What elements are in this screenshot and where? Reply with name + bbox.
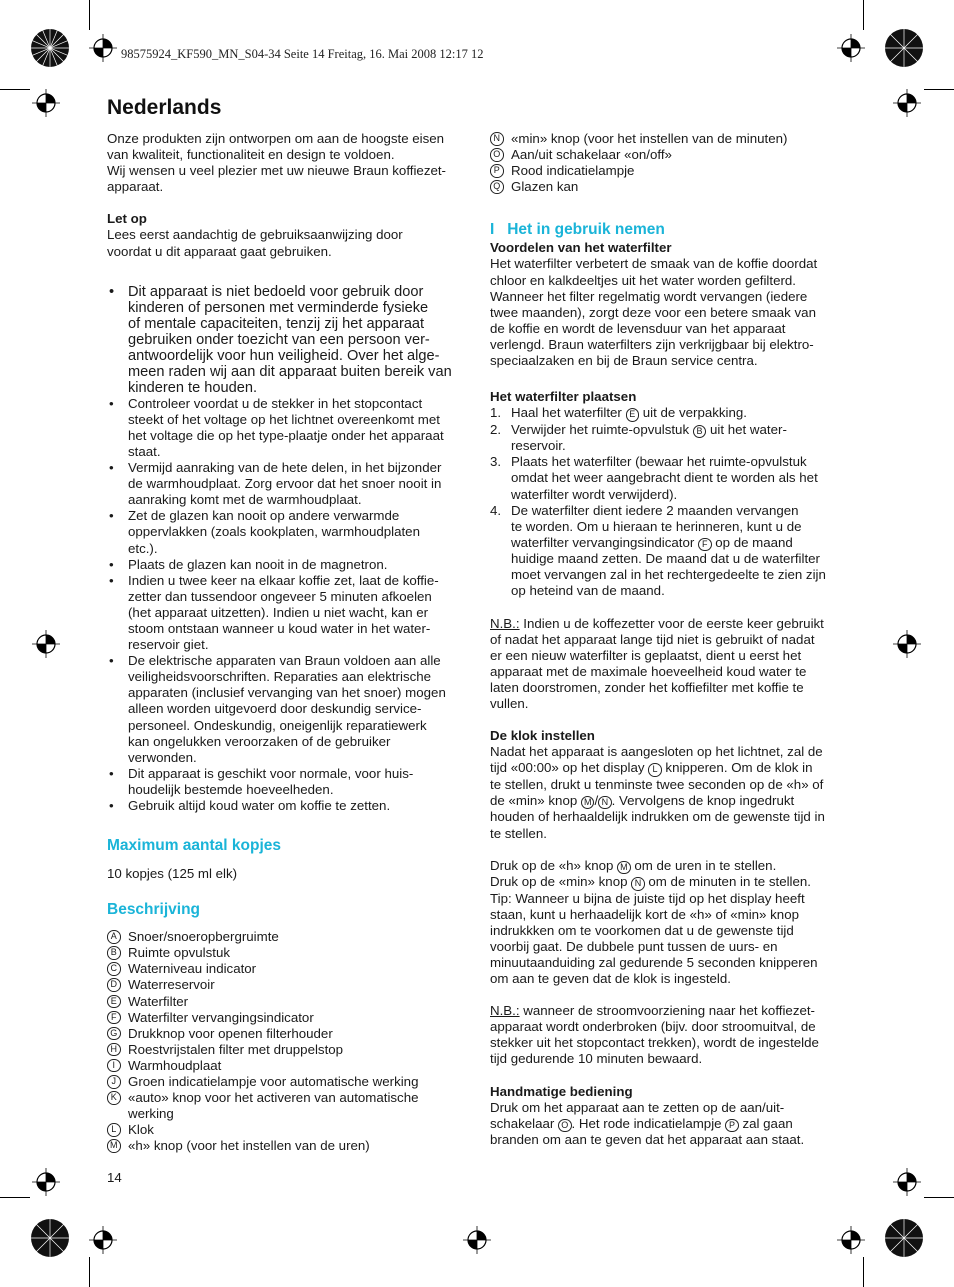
part-letter-icon: E: [107, 995, 121, 1009]
registration-target-icon: [32, 1168, 60, 1196]
part-item: [107, 1138, 467, 1154]
intro-line: Wij wensen u veel plezier met uw nieuwe Braun koffiezet-: [107, 163, 446, 179]
registration-starburst-icon: [30, 1218, 70, 1258]
part-label: Waterniveau indicator: [128, 961, 257, 977]
part-label: Waterfilter vervangingsindicator: [128, 1009, 314, 1025]
numbered-step: 1. Haal het waterfilter E uit de verpakking.: [490, 405, 747, 421]
registration-target-icon: [32, 89, 60, 117]
section-heading-getting-started: I Het in gebruik nemen: [490, 221, 665, 239]
file-slug: 98575924_KF590_MN_S04-34 Seite 14 Freitag, 16. Mai 2008 12:17 12: [121, 47, 484, 61]
bullet-item: • Indien u twee keer na elkaar koffie zet, laat de koffie- zetter dan tussendoor ongeveer 5 minuten afkoelen (het apparaat uitzetten). Indien u niet wacht, kan er stoom ontstaan wanneer u koud water in het water- reservoir giet.: [107, 573, 467, 653]
part-label: Waterreservoir: [128, 977, 215, 993]
nb-label: N.B.:: [490, 615, 520, 631]
numbered-step: 3. Plaats het waterfilter (bewaar het ruimte-opvulstuk omdat het weer aangebracht dient te worden als het waterfilter wordt verwijderd).: [490, 454, 818, 502]
bullet-item: • Plaats de glazen kan nooit in de magnetron.: [107, 557, 467, 573]
part-label: Rood indicatielampje: [511, 163, 635, 179]
part-letter-icon: H: [107, 1043, 121, 1057]
part-item: [107, 1010, 467, 1026]
crop-mark: [863, 0, 864, 30]
part-letter-icon: B: [693, 425, 707, 439]
part-letter-icon: C: [107, 962, 121, 976]
bullet-item: • Dit apparaat is niet bedoeld voor gebruik door kinderen of personen met verminderde fysieke of mentale capaciteiten, tenzij zij het apparaat gebruiken onder toezicht van een persoon ver- antwoordelijk voor hun veiligheid. Over het alge- meen raden wij aan dit apparaat buiten bereik van kinderen te houden.: [107, 284, 467, 396]
registration-starburst-icon: [884, 28, 924, 68]
part-item: [107, 1090, 467, 1122]
part-letter-icon: N: [490, 132, 504, 146]
part-letter-icon: J: [107, 1075, 121, 1089]
part-label: «h» knop (voor het instellen van de uren): [128, 1138, 370, 1154]
crop-mark: [89, 1257, 90, 1287]
part-letter-icon: Q: [490, 180, 504, 194]
part-item: [107, 929, 467, 945]
crop-mark: [89, 0, 90, 30]
crop-mark: [863, 1257, 864, 1287]
part-item: [107, 1122, 467, 1138]
bullet-item: • De elektrische apparaten van Braun voldoen aan alle veiligheidsvoorschriften. Reparaties aan elektrische apparaten (inclusief vervanging van het snoer) mogen alleen worden uitgevoerd door deskundig service- personeel. Ondeskundig, oneigenlijk reparatiewerk kan ongelukken veroorzaken of de gebruiker verwonden.: [107, 653, 467, 766]
registration-target-icon: [893, 1168, 921, 1196]
registration-target-icon: [463, 1226, 491, 1254]
part-item: [490, 179, 850, 195]
parts-list: [107, 929, 467, 1154]
part-letter-icon: F: [107, 1011, 121, 1025]
registration-starburst-icon: [30, 28, 70, 68]
part-letter-icon: F: [698, 538, 712, 552]
part-letter-icon: P: [490, 164, 504, 178]
part-item: [107, 945, 467, 961]
section-heading-max-cups: Maximum aantal kopjes: [107, 837, 282, 855]
part-item: [107, 1026, 467, 1042]
subheading-place-filter: Het waterfilter plaatsen: [490, 389, 637, 405]
part-letter-icon: M: [107, 1139, 121, 1153]
part-letter-icon: O: [558, 1119, 572, 1133]
section-heading-description: Beschrijving: [107, 901, 201, 919]
part-label: «auto» knop voor het activeren van automatische: [128, 1090, 419, 1106]
part-letter-icon: E: [626, 408, 640, 422]
part-letter-icon: D: [107, 978, 121, 992]
part-item: [490, 131, 850, 147]
part-item: [107, 977, 467, 993]
letop-heading: Let op: [107, 211, 147, 227]
subheading-filter-benefits: Voordelen van het waterfilter: [490, 240, 672, 256]
part-label: Aan/uit schakelaar «on/off»: [511, 147, 672, 163]
bullet-item: • Zet de glazen kan nooit op andere verwarmde oppervlakken (zoals kookplaten, warmhoudplaten etc.).: [107, 508, 467, 556]
registration-target-icon: [89, 1226, 117, 1254]
subheading-manual-operation: Handmatige bediening: [490, 1083, 633, 1099]
registration-target-icon: [32, 630, 60, 658]
part-item: [490, 147, 850, 163]
part-label: werking: [128, 1106, 174, 1122]
registration-target-icon: [893, 89, 921, 117]
bullet-item: • Dit apparaat is geschikt voor normale, voor huis- houdelijk bestemde hoeveelheden.: [107, 766, 467, 798]
bullet-item: • Controleer voordat u de stekker in het stopcontact steekt of het voltage op het lichtnet overeenkomt met het voltage die op het type-plaatje onder het apparaat staat.: [107, 396, 467, 460]
intro-line: van kwaliteit, functionaliteit en design te voldoen.: [107, 147, 395, 163]
page-title: Nederlands: [107, 96, 222, 119]
max-cups-text: 10 kopjes (125 ml elk): [107, 866, 238, 882]
part-letter-icon: I: [107, 1059, 121, 1073]
part-label: Glazen kan: [511, 179, 579, 195]
part-label: «min» knop (voor het instellen van de minuten): [511, 131, 788, 146]
crop-mark: [0, 89, 30, 90]
part-letter-icon: N: [631, 877, 645, 891]
part-label: Groen indicatielampje voor automatische werking: [128, 1074, 419, 1090]
part-label: Ruimte opvulstuk: [128, 945, 230, 961]
letop-line: Lees eerst aandachtig de gebruiksaanwijzing door: [107, 227, 403, 243]
registration-starburst-icon: [884, 1218, 924, 1258]
part-item: [107, 1058, 467, 1074]
part-label: Snoer/snoeropbergruimte: [128, 929, 279, 945]
crop-mark: [924, 1197, 954, 1198]
part-letter-icon: A: [107, 930, 121, 944]
crop-mark: [0, 1197, 30, 1198]
intro-line: Onze produkten zijn ontworpen om aan de hoogste eisen: [107, 131, 445, 146]
part-label: Warmhoudplaat: [128, 1057, 222, 1073]
registration-target-icon: [837, 34, 865, 62]
part-label: Drukknop voor openen filterhouder: [128, 1025, 333, 1041]
bullet-item: • Gebruik altijd koud water om koffie te zetten.: [107, 798, 467, 814]
subheading-set-clock: De klok instellen: [490, 728, 595, 744]
part-label: Waterfilter: [128, 993, 189, 1009]
numbered-step: 2. Verwijder het ruimte-opvulstuk B uit het water- reservoir.: [490, 421, 787, 454]
part-letter-icon: L: [107, 1123, 121, 1137]
part-letter-icon: N: [598, 796, 612, 810]
part-letter-icon: M: [617, 861, 631, 875]
part-item: [107, 961, 467, 977]
numbered-step: 4. De waterfilter dient iedere 2 maanden vervangen te worden. Om u hieraan te herinneren, kunt u de waterfilter vervangingsindicator F op de maand huidige maand zetten. De maand dat u de waterfilter moet vervangen zal in het rechtergedeelte te zien zijn op heteind van de maand.: [490, 502, 826, 599]
page-number: 14: [107, 1170, 122, 1185]
part-letter-icon: L: [648, 763, 662, 777]
left-column: [107, 131, 467, 1155]
crop-mark: [924, 89, 954, 90]
right-column: N «min» knop (voor het instellen van de minuten) O Aan/uit schakelaar «on/off» P Rood indicatielampje Q Glazen kan I Het in gebruik nemen Voordelen van het waterfilter Het waterfilter verbetert de smaak van de koffie doordat chloor en kalkdeeltjes uit het water worden gefilterd. Wanneer het filter regelmatig wordt vervangen (iedere twee maanden), zorgt deze voor een betere smaak van de koffie en wordt de levensduur van het apparaat verlengd. Braun waterfilters zijn verkrijgbaar bij elektro- speciaalzaken en bij de Braun service centra. Het waterfilter plaatsen 1. Haal het waterfilter E uit de verpakking. 2. Verwijder het ruimte-opvulstuk B uit het water- reservoir. 3. Plaats het waterfilter (bewaar het ruimte-opvulstuk omdat het weer aangebracht dient te worden als het waterfilter wordt verwijderd). 4. De waterfilter dient iedere 2 maanden vervangen te worden. Om u hieraan te herinneren, kunt u de waterfilter vervangingsindicator F op de maand huidige maand zetten. De maand dat u de waterfilter moet vervangen zal in het rechtergedeelte te zien zijn op heteind van de maand. N.B.: Indien u de koffezetter voor de eerste keer gebruikt of nadat het apparaat lange tijd niet is gebruikt of nadat er een nieuw waterfilter is geplaatst, dient u eerst het apparaat met de maximale hoeveelheid koud water te laten doorstromen, zonder het koffiefilter met koffie te vullen. De klok instellen Nadat het apparaat is aangesloten op het lichtnet, zal de tijd «00:00» op het display L knipperen. Om de klok in te stellen, drukt u tenminste twee seconden op de «h» of de «min» knop M / N . Vervolgens de knop ingedrukt houden of herhaaldelijk indrukken om de gewenste tijd in te stellen. Druk op de «h» knop M om de uren in te stellen. Druk op de «min» knop N om de minuten in te stellen. Tip: Wanneer u bijna de juiste tijd op het display heeft staan, kunt u herhaadelijk kort de «h» of «min» knop indrukkken om te voorkomen dat u de gewenste tijd voorbij gaat. De dubbele punt tussen de uurs- en minuutaanduiding zal gedurende 5 seconden knipperen om aan te geven dat de klok is ingesteld. N.B.: wanneer de stroomvoorziening naar het koffiezet- apparaat wordt onderbroken (bijv. door stroomuitval, de stekker uit het stopcontact trekken), wordt de ingestelde tijd gedurende 10 minuten bewaard. Handmatige bediening Druk om het apparaat aan te zetten op de aan/uit- schakelaar O . Het rode indicatielampje P zal gaan branden om aan te geven dat het apparaat aan staat.: [490, 131, 850, 1148]
nb-label: N.B.:: [490, 1003, 520, 1019]
registration-target-icon: [893, 630, 921, 658]
part-item: [107, 1074, 467, 1090]
registration-target-icon: [89, 34, 117, 62]
letop-line: voordat u dit apparaat gaat gebruiken.: [107, 243, 332, 259]
part-letter-icon: B: [107, 946, 121, 960]
part-letter-icon: K: [107, 1091, 121, 1105]
part-letter-icon: M: [581, 796, 595, 810]
part-letter-icon: P: [725, 1119, 739, 1133]
part-label: Klok: [128, 1122, 154, 1138]
bullet-item: • Vermijd aanraking van de hete delen, in het bijzonder de warmhoudplaat. Zorg ervoor dat het snoer nooit in aanraking komt met de warmhoudplaat.: [107, 460, 467, 508]
part-letter-icon: O: [490, 148, 504, 162]
parts-list: [490, 131, 850, 195]
intro-line: apparaat.: [107, 179, 164, 195]
part-item: [107, 1042, 467, 1058]
part-letter-icon: G: [107, 1027, 121, 1041]
part-label: Roestvrijstalen filter met druppelstop: [128, 1041, 344, 1057]
part-item: [107, 994, 467, 1010]
part-item: [490, 163, 850, 179]
registration-target-icon: [837, 1226, 865, 1254]
